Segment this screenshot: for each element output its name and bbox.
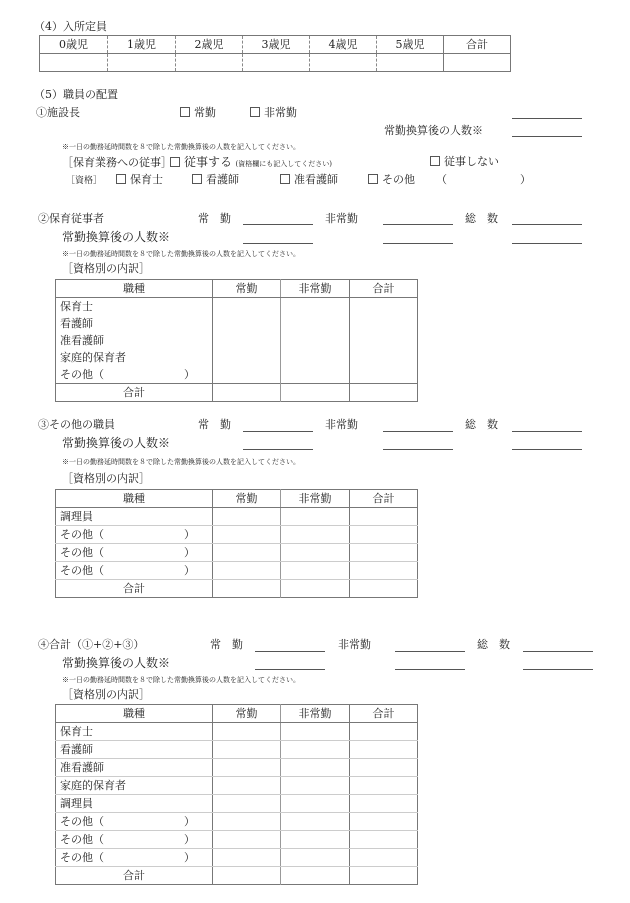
other-total-line[interactable]: [512, 431, 582, 432]
header-age-2: 2歳児: [176, 36, 243, 54]
cell-fulltime[interactable]: [213, 723, 281, 741]
cell-total[interactable]: [350, 544, 418, 562]
cell-total[interactable]: [350, 831, 418, 849]
row-label: 看護師: [56, 741, 213, 759]
director-fte-label: 常勤換算後の人数※: [384, 124, 483, 137]
cell-parttime[interactable]: [281, 526, 350, 544]
childcare-staff-label: ②保育従事者: [38, 212, 104, 225]
checkbox-icon[interactable]: [250, 107, 260, 117]
cell-parttime[interactable]: [281, 332, 350, 349]
grand-fte-parttime-line[interactable]: [395, 669, 465, 670]
grand-parttime-line[interactable]: [395, 651, 465, 652]
childcare-fulltime-line[interactable]: [243, 224, 313, 225]
checkbox-icon[interactable]: [116, 174, 126, 184]
grand-breakdown-label: ［資格別の内訳］: [62, 688, 150, 701]
childcare-breakdown-table: [55, 279, 418, 402]
cell-parttime[interactable]: [281, 562, 350, 580]
cell-fulltime[interactable]: [213, 741, 281, 759]
header-total: 合計: [350, 280, 418, 298]
other-parttime-label: 非常勤: [325, 418, 358, 431]
childcare-total-label: 総 数: [465, 212, 498, 225]
other-total-label: 総 数: [465, 418, 498, 431]
grand-total-line[interactable]: [523, 651, 593, 652]
checkbox-icon[interactable]: [430, 156, 440, 166]
cell-parttime[interactable]: [281, 777, 350, 795]
cell-parttime[interactable]: [281, 831, 350, 849]
grand-fulltime-line[interactable]: [255, 651, 325, 652]
cell-parttime[interactable]: [281, 349, 350, 366]
childcare-fte-total-line[interactable]: [512, 243, 582, 244]
cell-parttime[interactable]: [281, 813, 350, 831]
cell-total[interactable]: [350, 723, 418, 741]
row-label: 准看護師: [60, 334, 104, 347]
cell-fulltime[interactable]: [213, 849, 281, 867]
childcare-fte-label: 常勤換算後の人数※: [62, 230, 171, 244]
header-job-type: 職種: [56, 705, 213, 723]
section-4-title: （4）入所定員: [34, 20, 107, 33]
grand-total-label: ④合計（①+②+③）: [38, 638, 145, 651]
cell-parttime[interactable]: [281, 544, 350, 562]
header-age-3: 3歳児: [243, 36, 310, 54]
grand-fte-label: 常勤換算後の人数※: [62, 656, 171, 670]
cell-parttime[interactable]: [281, 741, 350, 759]
header-total: 合計: [444, 36, 511, 54]
cell-total[interactable]: [350, 795, 418, 813]
cell-parttime[interactable]: [281, 867, 350, 885]
header-fulltime: 常勤: [213, 705, 281, 723]
cell-total[interactable]: [350, 867, 418, 885]
cell-total[interactable]: [350, 332, 418, 349]
cell-total[interactable]: [350, 508, 418, 526]
cell-total[interactable]: [350, 813, 418, 831]
checkbox-icon[interactable]: [368, 174, 378, 184]
cell-total[interactable]: [350, 562, 418, 580]
childcare-duty-yes-note: (資格欄にも記入してください): [235, 160, 332, 168]
cell-fulltime[interactable]: [213, 562, 281, 580]
cell-parttime[interactable]: [281, 366, 350, 384]
cell-parttime[interactable]: [281, 315, 350, 332]
cell-total[interactable]: [350, 849, 418, 867]
row-label-other: その他（ ）: [56, 831, 213, 849]
cell-fulltime[interactable]: [213, 544, 281, 562]
childcare-total-line[interactable]: [512, 224, 582, 225]
cell-fulltime[interactable]: [213, 349, 281, 366]
cell-parttime[interactable]: [281, 849, 350, 867]
cell-parttime[interactable]: [281, 384, 350, 402]
other-fte-label: 常勤換算後の人数※: [62, 436, 171, 450]
other-fte-fulltime-line[interactable]: [243, 449, 313, 450]
row-label: 准看護師: [56, 759, 213, 777]
input-age-1[interactable]: [108, 54, 176, 72]
header-age-0: 0歳児: [40, 36, 108, 54]
checkbox-icon[interactable]: [280, 174, 290, 184]
total-row-label: 合計: [56, 867, 213, 885]
childcare-note: ※一日の勤務延時間数を８で除した常勤換算後の人数を記入してください。: [62, 250, 300, 258]
row-label: 調理員: [56, 508, 213, 526]
childcare-duty-yes-option[interactable]: 従事する (資格欄にも記入してください): [170, 155, 332, 171]
header-parttime: 非常勤: [281, 705, 350, 723]
other-breakdown-label: ［資格別の内訳］: [62, 472, 150, 485]
other-fte-parttime-line[interactable]: [383, 449, 453, 450]
input-age-4[interactable]: [310, 54, 377, 72]
row-label-other: その他（ ）: [56, 544, 213, 562]
header-total: 合計: [350, 705, 418, 723]
cell-total[interactable]: [350, 580, 418, 598]
row-label: 家庭的保育者: [60, 351, 126, 364]
childcare-parttime-label: 非常勤: [325, 212, 358, 225]
cell-fulltime[interactable]: [213, 384, 281, 402]
header-parttime: 非常勤: [281, 490, 350, 508]
qualification-label: ［資格］: [66, 176, 103, 186]
other-fte-total-line[interactable]: [512, 449, 582, 450]
checkbox-icon[interactable]: [192, 174, 202, 184]
cell-total[interactable]: [350, 741, 418, 759]
cell-fulltime[interactable]: [213, 315, 281, 332]
cell-total[interactable]: [350, 526, 418, 544]
cell-fulltime[interactable]: [213, 813, 281, 831]
cell-fulltime[interactable]: [213, 795, 281, 813]
cell-fulltime[interactable]: [213, 508, 281, 526]
director-label: ①施設長: [36, 106, 80, 119]
cell-parttime[interactable]: [281, 759, 350, 777]
cell-fulltime[interactable]: [213, 759, 281, 777]
header-age-1: 1歳児: [108, 36, 176, 54]
row-label-other: その他（ ）: [56, 562, 213, 580]
cell-fulltime[interactable]: [213, 332, 281, 349]
qual-option-other[interactable]: その他: [368, 173, 415, 187]
cell-fulltime[interactable]: [213, 580, 281, 598]
capacity-table: [39, 35, 511, 72]
input-total[interactable]: [444, 54, 511, 72]
director-count-line[interactable]: [512, 118, 582, 119]
header-fulltime: 常勤: [213, 280, 281, 298]
checkbox-icon[interactable]: [170, 157, 180, 167]
header-fulltime: 常勤: [213, 490, 281, 508]
section-5-title: （5）職員の配置: [34, 88, 118, 101]
cell-total[interactable]: [350, 315, 418, 332]
childcare-breakdown-label: ［資格別の内訳］: [62, 262, 150, 275]
childcare-duty-no-option[interactable]: 従事しない: [430, 155, 499, 169]
cell-fulltime[interactable]: [213, 777, 281, 795]
childcare-parttime-line[interactable]: [383, 224, 453, 225]
cell-total[interactable]: [350, 366, 418, 384]
row-label: 調理員: [56, 795, 213, 813]
cell-total[interactable]: [350, 777, 418, 795]
input-age-5[interactable]: [377, 54, 444, 72]
other-parttime-line[interactable]: [383, 431, 453, 432]
cell-parttime[interactable]: [281, 795, 350, 813]
row-label: 家庭的保育者: [56, 777, 213, 795]
cell-parttime[interactable]: [281, 508, 350, 526]
other-fulltime-line[interactable]: [243, 431, 313, 432]
cell-total[interactable]: [350, 298, 418, 316]
qual-other-paren-close: ）: [520, 173, 531, 186]
grand-note: ※一日の勤務延時間数を８で除した常勤換算後の人数を記入してください。: [62, 676, 300, 684]
cell-total[interactable]: [350, 384, 418, 402]
grand-fte-fulltime-line[interactable]: [255, 669, 325, 670]
header-parttime: 非常勤: [281, 280, 350, 298]
header-job-type: 職種: [56, 490, 213, 508]
header-age-5: 5歳児: [377, 36, 444, 54]
other-staff-label: ③その他の職員: [38, 418, 115, 431]
header-age-4: 4歳児: [310, 36, 377, 54]
grand-breakdown-table: [55, 704, 418, 885]
input-age-0[interactable]: [40, 54, 108, 72]
row-label-other: その他（ ）: [60, 368, 195, 381]
grand-fte-total-line[interactable]: [523, 669, 593, 670]
grand-total-count-label: 総 数: [477, 638, 510, 651]
cell-parttime[interactable]: [281, 580, 350, 598]
cell-fulltime[interactable]: [213, 526, 281, 544]
cell-fulltime[interactable]: [213, 867, 281, 885]
director-parttime-option[interactable]: 非常勤: [250, 106, 297, 120]
cell-fulltime[interactable]: [213, 298, 281, 316]
director-note: ※一日の勤務延時間数を８で除した常勤換算後の人数を記入してください。: [62, 143, 300, 151]
checkbox-icon[interactable]: [180, 107, 190, 117]
director-fulltime-option[interactable]: 常勤: [180, 106, 216, 120]
childcare-fulltime-label: 常 勤: [198, 212, 231, 225]
qual-option-nurse[interactable]: 看護師: [192, 173, 239, 187]
other-fulltime-label: 常 勤: [198, 418, 231, 431]
grand-fulltime-label: 常 勤: [210, 638, 243, 651]
childcare-duty-label: ［保育業務への従事］: [62, 156, 172, 169]
input-age-3[interactable]: [243, 54, 310, 72]
header-total: 合計: [350, 490, 418, 508]
director-fte-line[interactable]: [512, 136, 582, 137]
qual-option-assistant-nurse[interactable]: 准看護師: [280, 173, 338, 187]
cell-total[interactable]: [350, 759, 418, 777]
input-age-2[interactable]: [176, 54, 243, 72]
row-label: 保育士: [60, 300, 93, 313]
cell-fulltime[interactable]: [213, 366, 281, 384]
qual-other-paren-open: （: [436, 173, 447, 186]
grand-parttime-label: 非常勤: [338, 638, 371, 651]
other-note: ※一日の勤務延時間数を８で除した常勤換算後の人数を記入してください。: [62, 458, 300, 466]
row-label: 保育士: [56, 723, 213, 741]
total-row-label: 合計: [56, 580, 213, 598]
cell-fulltime[interactable]: [213, 831, 281, 849]
row-label: 看護師: [60, 317, 93, 330]
cell-parttime[interactable]: [281, 298, 350, 316]
row-label-other: その他（ ）: [56, 813, 213, 831]
cell-total[interactable]: [350, 349, 418, 366]
cell-parttime[interactable]: [281, 723, 350, 741]
other-breakdown-table: [55, 489, 418, 598]
row-label-other: その他（ ）: [56, 849, 213, 867]
header-job-type: 職種: [56, 280, 213, 298]
total-row-label: 合計: [56, 384, 213, 402]
row-label-other: その他（ ）: [56, 526, 213, 544]
qual-option-hoikushi[interactable]: 保育士: [116, 173, 163, 187]
childcare-fte-fulltime-line[interactable]: [243, 243, 313, 244]
childcare-fte-parttime-line[interactable]: [383, 243, 453, 244]
